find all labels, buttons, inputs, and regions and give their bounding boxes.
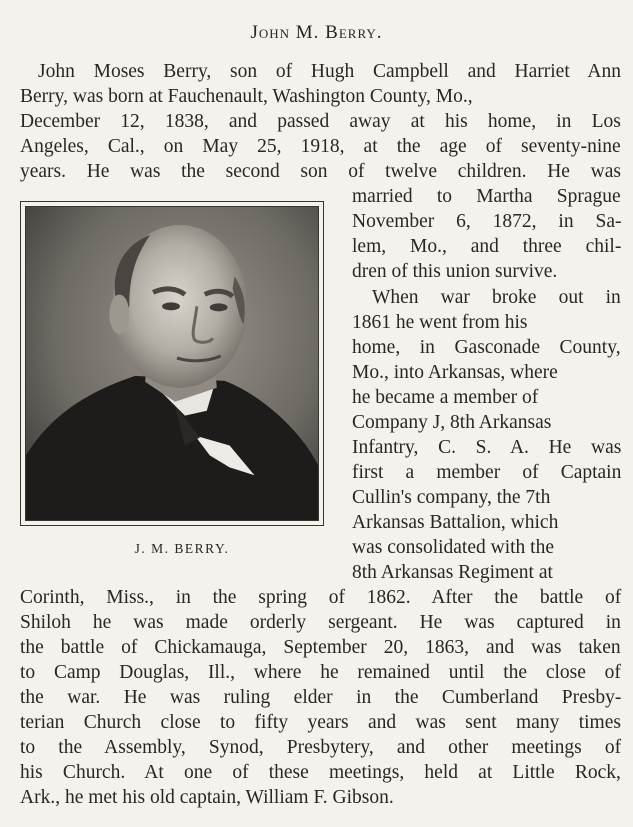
- text-line: Infantry, C. S. A. He was: [352, 437, 622, 458]
- text-line: the war. He was ruling elder in the Cumberland Presby-: [20, 687, 622, 708]
- text-line: Berry, was born at Fauchenault, Washington County, Mo.,: [20, 86, 473, 107]
- portrait-caption: J. M. BERRY.: [134, 541, 230, 556]
- page-title: John M. Berry.: [250, 22, 383, 43]
- portrait-frame: [20, 201, 324, 526]
- text-line: November 6, 1872, in Sa-: [352, 211, 622, 232]
- text-line: Corinth, Miss., in the spring of 1862. After the battle of: [20, 587, 622, 608]
- text-line: John Moses Berry, son of Hugh Campbell and Harriet Ann: [38, 61, 622, 82]
- text-line: When war broke out in: [372, 287, 621, 308]
- text-line: Mo., into Arkansas, where: [352, 362, 558, 383]
- text-line: Arkansas Battalion, which: [352, 512, 559, 533]
- text-line: 8th Arkansas Regiment at: [352, 562, 553, 583]
- text-line: he became a member of: [352, 387, 539, 408]
- text-line: lem, Mo., and three chil-: [352, 236, 622, 257]
- text-line: Company J, 8th Arkansas: [352, 412, 552, 433]
- text-line: first a member of Captain: [352, 462, 622, 483]
- text-line: Cullin's company, the 7th: [352, 487, 551, 508]
- text-line: Angeles, Cal., on May 25, 1918, at the age of seventy-nine: [20, 136, 621, 157]
- text-line: 1861 he went from his: [352, 312, 528, 333]
- text-line: Shiloh he was made orderly sergeant. He was captured in: [20, 612, 621, 633]
- text-line: years. He was the second son of twelve children. He was: [20, 161, 621, 182]
- text-line: terian Church close to fifty years and was sent many times: [20, 712, 621, 733]
- portrait-photo: [25, 206, 319, 521]
- text-line: the battle of Chickamauga, September 20, 1863, and was taken: [20, 637, 621, 658]
- text-line: to Camp Douglas, Ill., where he remained until the close of: [20, 662, 621, 683]
- text-line: dren of this union survive.: [352, 261, 558, 282]
- text-line: was consolidated with the: [352, 537, 554, 558]
- portrait-image: [26, 207, 318, 520]
- text-line: Ark., he met his old captain, William F. Gibson.: [20, 787, 394, 808]
- text-line: December 12, 1838, and passed away at his home, in Los: [20, 111, 621, 132]
- text-line: home, in Gasconade County,: [352, 337, 621, 358]
- text-line: married to Martha Sprague: [352, 186, 621, 207]
- text-line: to the Assembly, Synod, Presbytery, and other meetings of: [20, 737, 622, 758]
- text-line: his Church. At one of these meetings, held at Little Rock,: [20, 762, 621, 783]
